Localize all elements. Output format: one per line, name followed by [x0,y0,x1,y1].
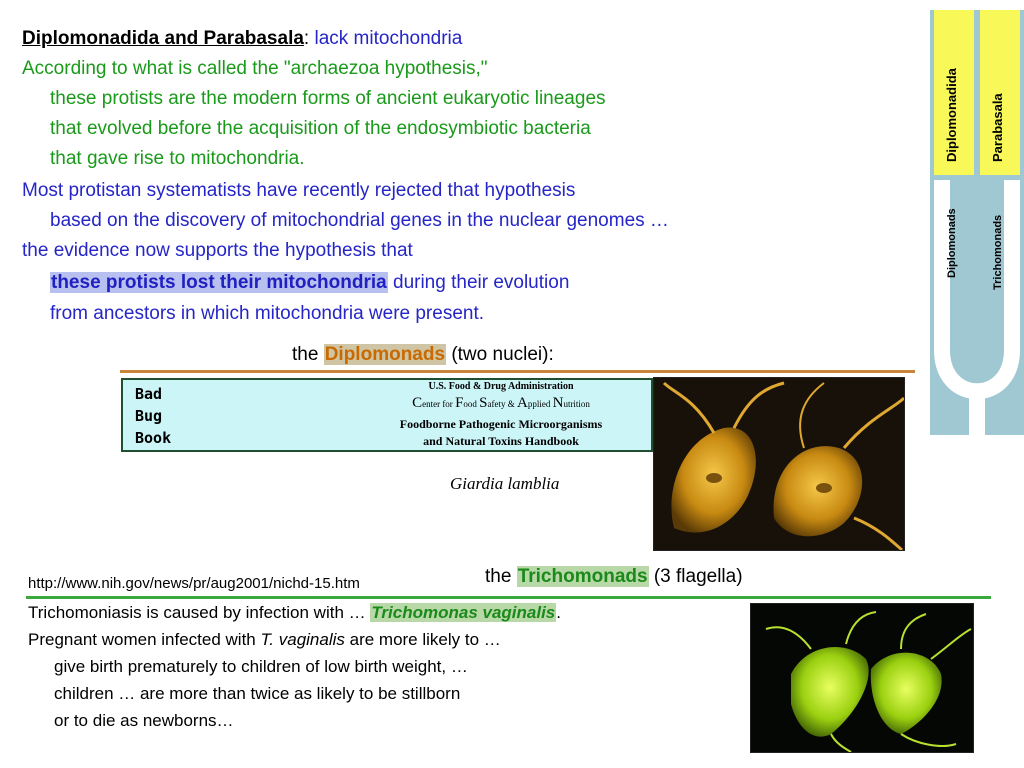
cfsan-f-rest: ood [463,399,480,409]
giardia-caption: Giardia lamblia [450,474,560,493]
para-line-6: Most protistan systematists have recently rejected that hypothesis [22,180,576,201]
para-line-10: from ancestors in which mitochondria were present. [50,303,485,324]
para-line-5: that gave rise to mitochondria. [50,148,305,169]
bottom-line-2 [28,628,501,652]
tricho-post: (3 flagella) [648,566,743,587]
diplo-pre: the [292,344,324,365]
title-rest: lack mitochondria [309,28,463,49]
tree-label-parabasala: Parabasala [990,93,1005,162]
tree-label-trichomonads: Trichomonads [992,214,1004,290]
diplo-post: (two nuclei): [446,344,554,365]
bad-bug-book-banner [121,378,653,452]
bottom-line-5: or to die as newborns… [54,711,234,730]
b2-italic: T. vaginalis [260,630,345,649]
cfsan-c: C [412,395,423,411]
cfsan-f: F [455,395,464,411]
title-line [22,27,462,51]
bottom-line-1 [28,601,561,625]
cfsan-name [351,395,651,412]
title-colon: : [303,28,310,49]
giardia-micrograph [653,377,905,551]
cfsan-s: S [479,395,488,411]
tree-label-diplomonadida: Diplomonadida [944,68,959,162]
para-line-3: these protists are the modern forms of ancient eukaryotic lineages [50,88,606,109]
green-divider [26,596,991,599]
trichomonads-highlight: Trichomonads [517,566,648,587]
bbb-line-bug: Bug [135,407,163,425]
bottom-line-4: children … are more than twice as likely to be stillborn [54,684,461,703]
diplomonads-heading [292,343,554,367]
cfsan-c-rest: enter for [422,399,456,409]
phylogeny-tree [930,10,1024,435]
b2-post: are more likely to … [344,630,501,649]
bottom-line-3: give birth prematurely to children of low birth weight, … [54,657,468,676]
highlight-lost-mitochondria: these protists lost their mitochondria [51,272,387,293]
diplomonads-highlight: Diplomonads [324,344,446,365]
b1-post: . [556,603,561,622]
tricho-pre: the [485,566,517,587]
fda-agency: U.S. Food & Drug Administration [428,381,574,392]
bbb-line-book: Book [135,429,172,447]
para-line-9-rest: during their evolution [387,272,570,293]
trichomonas-vaginalis-highlight: Trichomonas vaginalis [371,603,556,622]
para-line-2: According to what is called the "archaezoa hypothesis," [22,58,488,79]
orange-divider [120,370,915,373]
trichomonas-micrograph [750,603,974,753]
cfsan-a: A [517,395,528,411]
para-line-7: based on the discovery of mitochondrial genes in the nuclear genomes … [50,210,669,231]
handbook-line-2: and Natural Toxins Handbook [423,434,579,448]
handbook-line-1: Foodborne Pathogenic Microorganisms [399,417,603,431]
para-line-8: the evidence now supports the hypothesis that [22,240,413,261]
cfsan-a-rest: pplied [527,399,553,409]
trichomonads-heading [485,565,743,589]
bbb-line-bad: Bad [135,385,163,403]
b2-pre: Pregnant women infected with [28,630,261,649]
cfsan-n-rest: utrition [563,399,590,409]
nih-link[interactable]: http://www.nih.gov/news/pr/aug2001/nichd-15.htm [28,575,360,592]
b1-pre: Trichomoniasis is caused by infection with … [28,603,371,622]
cfsan-n: N [552,395,564,411]
cfsan-s-rest: afety & [487,399,517,409]
title-bold: Diplomonadida and Parabasala [22,28,304,49]
para-line-4: that evolved before the acquisition of the endosymbiotic bacteria [50,118,591,139]
tree-label-diplomonads: Diplomonads [946,208,958,278]
para-line-9 [50,271,569,295]
